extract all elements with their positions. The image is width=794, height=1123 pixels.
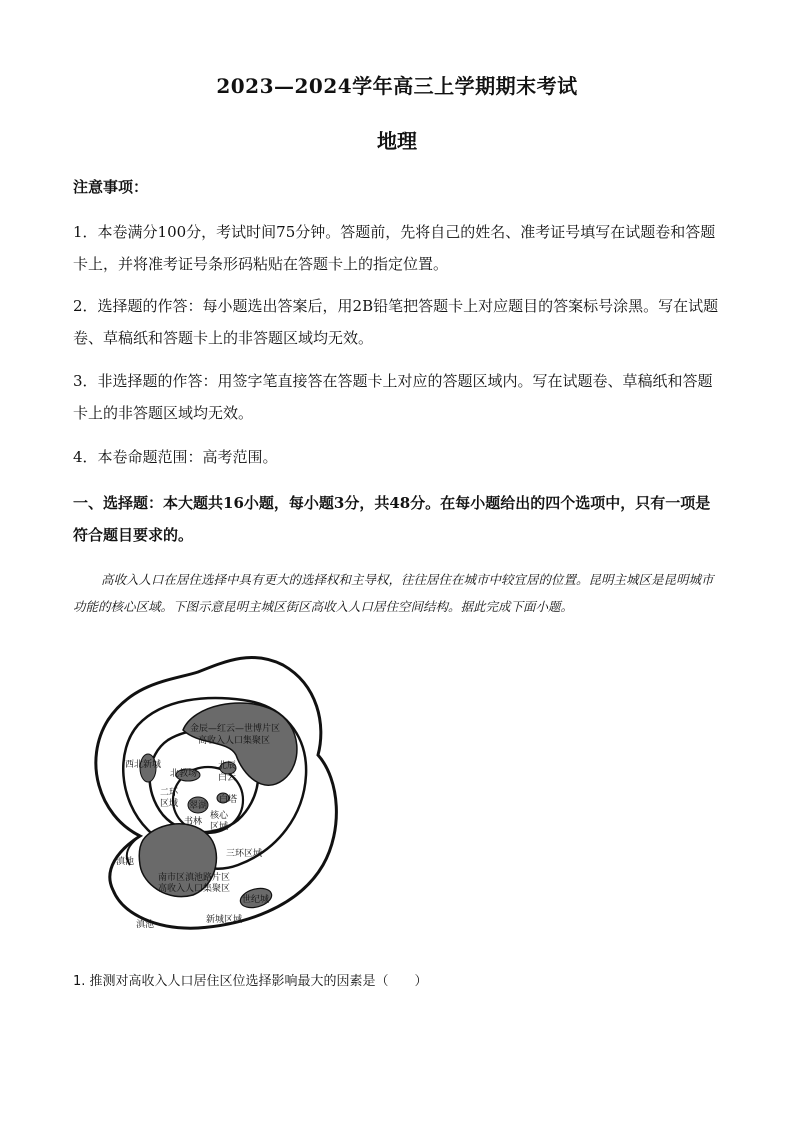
label-nanshi1: 南市区滇池路片区 <box>158 873 231 883</box>
notice-item-3: 3．非选择题的作答：用签字笔直接答在答题卡上对应的答题区域内。写在试题卷、草稿纸和答题卡上的非答题区域均无效。 <box>73 372 713 422</box>
notice-item-1: 1．本卷满分100分，考试时间75分钟。答题前，先将自己的姓名、准考证号填写在试题卷和答题卡上，并将准考证号条形码粘贴在答题卡上的指定位置。 <box>73 223 716 273</box>
notice-item-2: 2．选择题的作答：每小题选出答案后，用2B铅笔把答题卡上对应题目的答案标号涂黑。写在试题卷、草稿纸和答题卡上的非答题区域均无效。 <box>73 297 719 347</box>
label-dianchi2: 滇池 <box>136 920 155 930</box>
label-hexin2: 区域 <box>210 822 229 832</box>
exam-title: 2023—2024学年高三上学期期末考试 <box>216 74 578 98</box>
reading-passage: 高收入人口在居住选择中具有更大的选择权和主导权，往往居住在城市中较宜居的位置。昆明主城区是昆明城市功能的核心区域。下图示意昆明主城区街区高收入人口居住空间结构。据此完成下面小题。 <box>73 572 714 614</box>
notice-item-4: 4．本卷命题范围：高考范围。 <box>73 448 278 466</box>
label-shulin: 书林 <box>184 817 203 827</box>
map-svg <box>78 640 348 940</box>
label-hexin1: 核心 <box>210 811 229 821</box>
label-xibei: 西北新城 <box>125 760 162 770</box>
label-beichen: 北辰 <box>218 761 237 771</box>
label-xincheng: 新城区域 <box>206 915 243 925</box>
label-jinchen: 金辰—红云—世博片区 <box>190 724 281 734</box>
section-heading: 一、选择题：本大题共16小题，每小题3分，共48分。在每小题给出的四个选项中，只有一项是符合题目要求的。 <box>73 494 711 544</box>
label-shiji: 世纪城 <box>242 895 270 905</box>
subject-title: 地理 <box>377 129 417 153</box>
notice-heading: 注意事项： <box>73 178 149 196</box>
label-baita: 白塔 <box>219 795 238 805</box>
label-jinchen2: 高收入人口集聚区 <box>198 736 271 746</box>
question-1: 1. 推测对高收入人口居住区位选择影响最大的因素是（ ） <box>73 974 428 989</box>
label-erhuan2: 区域 <box>160 799 179 809</box>
label-beijiao: 北教场 <box>170 769 198 779</box>
label-cuihu: 翠湖 <box>189 801 208 811</box>
label-sanhuan: 三环区域 <box>226 849 263 859</box>
label-dianchi1: 滇池 <box>116 857 135 867</box>
label-baiyun: 白云 <box>218 773 237 783</box>
label-nanshi2: 高收入人口集聚区 <box>158 884 231 894</box>
city-structure-map <box>78 640 348 940</box>
label-erhuan1: 二环 <box>160 788 179 798</box>
